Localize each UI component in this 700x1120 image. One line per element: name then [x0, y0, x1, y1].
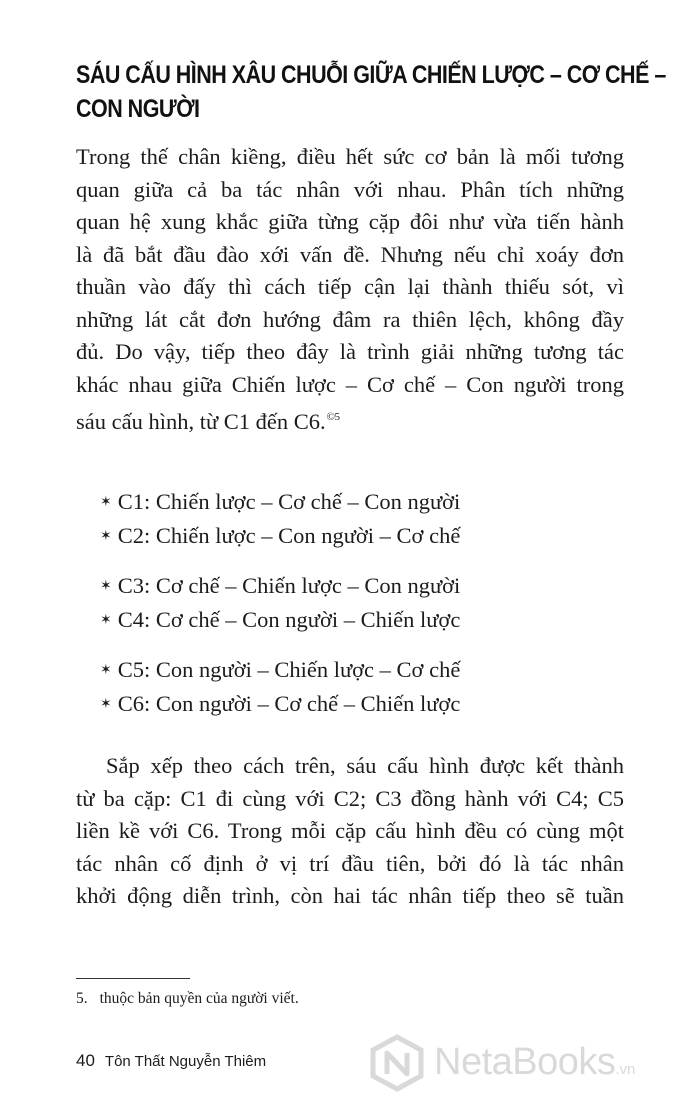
star-bullet-icon: ✶ [100, 697, 112, 712]
star-bullet-icon: ✶ [100, 495, 112, 510]
list-item-text: C1: Chiến lược – Cơ chế – Con người [117, 489, 461, 514]
configuration-list [100, 485, 620, 721]
watermark-brand: NetaBooks [434, 1041, 616, 1083]
running-author: Tôn Thất Nguyễn Thiêm [104, 1053, 267, 1070]
paragraph-line: thuần vào đấy thì cách tiếp cận lại thành thiếu sót, vì [76, 274, 624, 299]
paragraph-line: là đã bắt đầu đào xới vấn đề. Nhưng nếu chỉ xoáy đơn [76, 241, 624, 267]
paragraph-line: quan hệ xung khắc giữa từng cặp đôi như vừa tiến hành [76, 209, 624, 234]
footnote-divider [76, 978, 190, 979]
paragraph-line: tác nhân cố định ở vị trí đầu tiên, bởi đó là tác nhân [76, 850, 624, 876]
paragraph-line: đủ. Do vậy, tiếp theo đây là trình giải những tương tác [76, 339, 624, 364]
paragraph-intro [76, 141, 624, 439]
list-item-text: C3: Cơ chế – Chiến lược – Con người [117, 573, 461, 598]
paragraph-line: quan giữa cả ba tác nhân với nhau. Phân tích những [76, 176, 624, 202]
paragraph-last-line [76, 401, 624, 439]
list-item-c1 [100, 485, 620, 519]
star-bullet-icon: ✶ [100, 529, 112, 544]
list-item-text: C6: Con người – Cơ chế – Chiến lược [117, 691, 461, 716]
page-number: 40 [76, 1051, 95, 1070]
paragraph-line: từ ba cặp: C1 đi cùng với C2; C3 đồng hành với C4; C5 [76, 785, 624, 811]
paragraph-line: Sắp xếp theo cách trên, sáu cấu hình được kết thành [106, 753, 624, 778]
list-item-c6 [100, 687, 620, 721]
heading-line-1: SÁU CẤU HÌNH XÂU CHUỖI GIỮA CHIẾN LƯỢC – CƠ CHẾ – [76, 61, 666, 89]
list-item-text: C4: Cơ chế – Con người – Chiến lược [117, 607, 461, 632]
paragraph-line: khởi động diễn trình, còn hai tác nhân tiếp theo sẽ tuần [76, 883, 624, 908]
star-bullet-icon: ✶ [100, 579, 112, 594]
footnote-text: thuộc bản quyền của người viết. [99, 990, 299, 1007]
paragraph-line: những lát cắt đơn hướng đâm ra thiên lệch, không đầy [76, 306, 624, 332]
list-item-c3 [100, 569, 620, 603]
netabooks-logo-icon [368, 1034, 426, 1092]
heading-line-2: CON NGƯỜI [76, 95, 200, 123]
list-item-c5 [100, 653, 620, 687]
footnote-number: 5. [76, 990, 88, 1007]
star-bullet-icon: ✶ [100, 613, 112, 628]
star-bullet-icon: ✶ [100, 663, 112, 678]
paragraph-line: khác nhau giữa Chiến lược – Cơ chế – Con người trong [76, 371, 624, 397]
watermark [368, 1030, 688, 1100]
list-item-text: C5: Con người – Chiến lược – Cơ chế [117, 657, 461, 682]
chapter-heading [76, 58, 666, 126]
paragraph-line: Trong thế chân kiềng, điều hết sức cơ bản là mối tương [76, 144, 624, 169]
footnote-marker[interactable]: ©5 [326, 411, 340, 423]
list-item-text: C2: Chiến lược – Con người – Cơ chế [117, 523, 461, 548]
paragraph-line-text: sáu cấu hình, từ C1 đến C6. [76, 409, 326, 434]
page-footer [76, 1051, 266, 1072]
paragraph-line: liền kề với C6. Trong mỗi cặp cấu hình đều có cùng một [76, 818, 624, 843]
footnote [76, 989, 299, 1009]
list-item-c2 [100, 519, 620, 553]
watermark-text [434, 1038, 635, 1094]
list-item-c4 [100, 603, 620, 637]
paragraph-pairs [76, 750, 624, 913]
watermark-suffix: .vn [615, 1061, 636, 1078]
